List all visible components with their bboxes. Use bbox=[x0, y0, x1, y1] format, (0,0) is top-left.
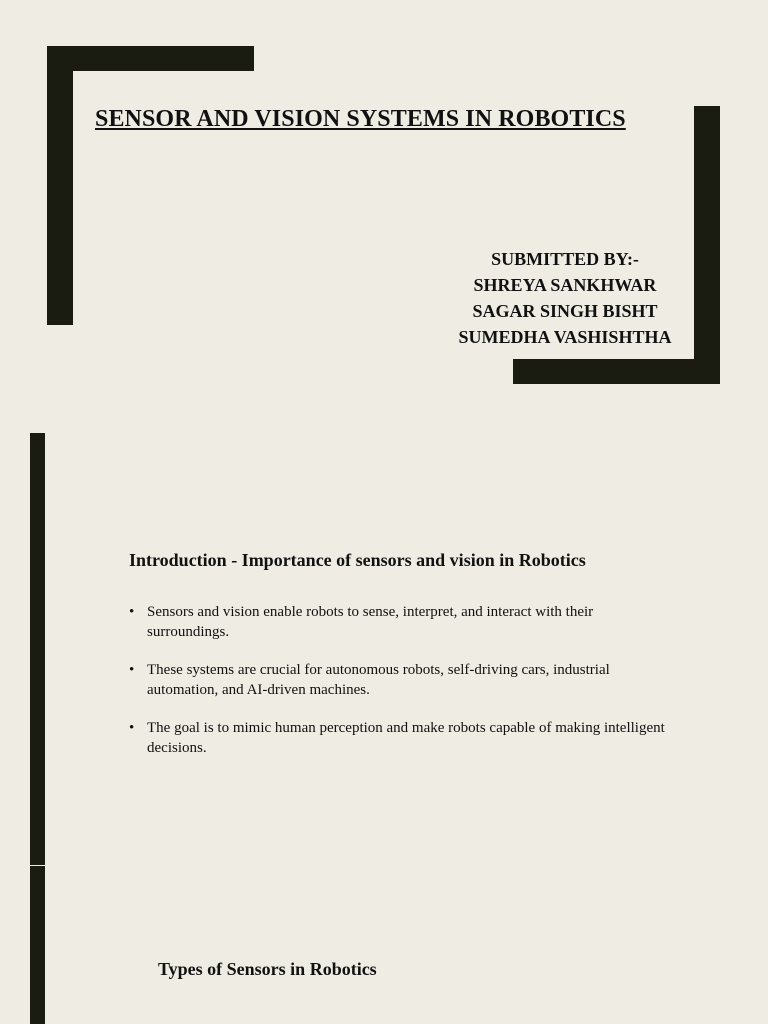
slide-title bbox=[0, 0, 768, 420]
author-name: SHREYA SANKHWAR bbox=[473, 275, 657, 295]
left-accent-bar bbox=[30, 866, 45, 1024]
slide-heading: Introduction - Importance of sensors and vision in Robotics bbox=[129, 550, 586, 570]
presentation-title: SENSOR AND VISION SYSTEMS IN ROBOTICS bbox=[95, 106, 626, 132]
frame-top-left-vertical bbox=[47, 46, 73, 325]
bullet-icon: • bbox=[129, 720, 135, 736]
slide-introduction bbox=[0, 433, 768, 865]
submitted-by-label: SUBMITTED BY:- bbox=[491, 249, 639, 269]
author-name: SAGAR SINGH BISHT bbox=[472, 301, 658, 321]
list-item bbox=[129, 719, 669, 758]
bullet-icon: • bbox=[129, 604, 135, 620]
frame-top-left-horizontal bbox=[47, 46, 254, 71]
list-item bbox=[129, 661, 669, 700]
bullet-list bbox=[129, 603, 669, 777]
bullet-icon: • bbox=[129, 662, 135, 678]
list-item bbox=[129, 603, 669, 642]
slide-types-of-sensors bbox=[0, 866, 768, 1024]
left-accent-bar bbox=[30, 433, 45, 865]
bullet-text: These systems are crucial for autonomous robots, self-driving cars, industrial automation, and AI-driven machines. bbox=[147, 662, 610, 698]
frame-bottom-right-vertical bbox=[694, 106, 720, 384]
author-name: SUMEDHA VASHISHTHA bbox=[458, 327, 672, 347]
slide-heading: Types of Sensors in Robotics bbox=[158, 959, 377, 979]
bullet-text: The goal is to mimic human perception and make robots capable of making intelligent decisions. bbox=[147, 720, 665, 756]
frame-bottom-right-horizontal bbox=[513, 359, 720, 384]
submitted-by-block bbox=[440, 246, 690, 350]
bullet-text: Sensors and vision enable robots to sense, interpret, and interact with their surroundings. bbox=[147, 604, 594, 640]
